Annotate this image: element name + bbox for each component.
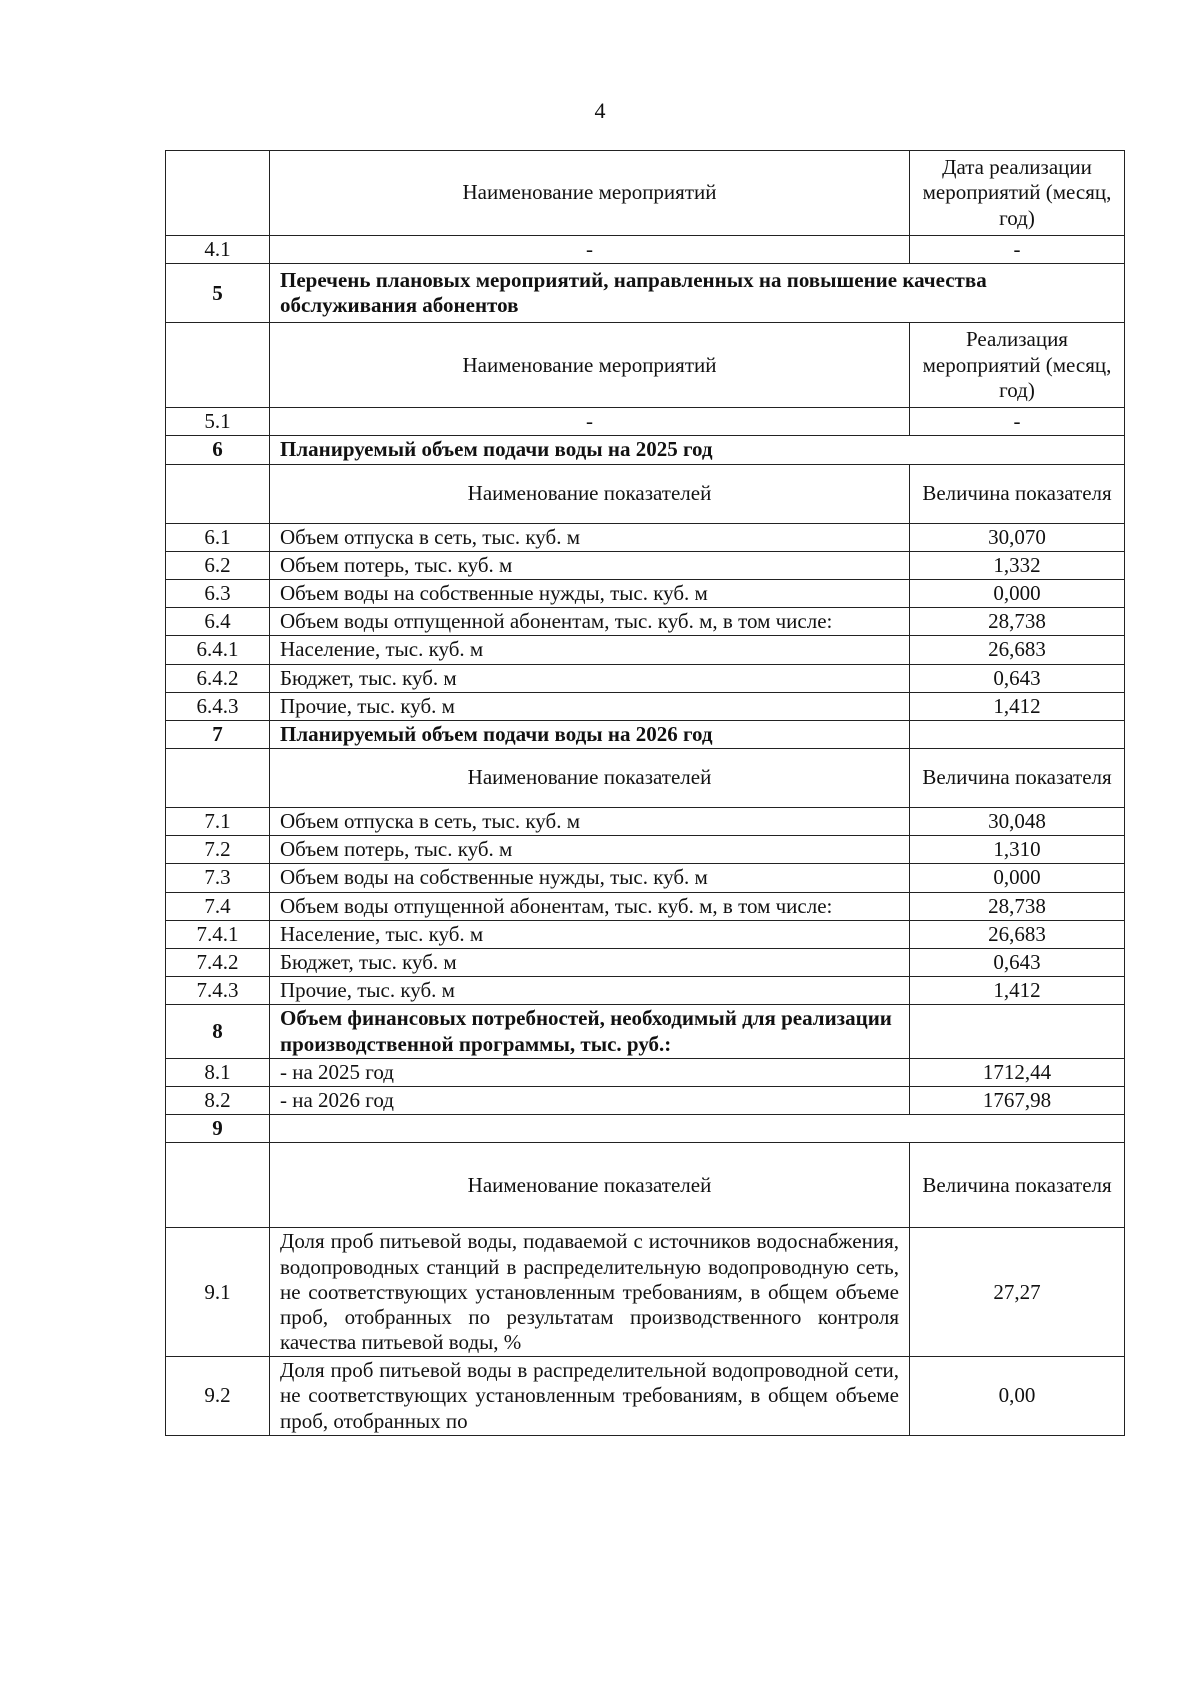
row-number: 7.1: [166, 808, 270, 836]
table-row: [166, 864, 1125, 892]
implementation-header: Реализация мероприятий (месяц, год): [910, 323, 1125, 408]
row-value: -: [910, 408, 1125, 436]
row-value: 0,643: [910, 949, 1125, 977]
empty-cell: [166, 151, 270, 236]
table-row: [166, 892, 1125, 920]
table-row: [166, 920, 1125, 948]
section-title-row: [166, 264, 1125, 323]
row-value: 26,683: [910, 636, 1125, 664]
row-number: 7.4.3: [166, 977, 270, 1005]
table-row: [166, 1058, 1125, 1086]
row-number: 9.1: [166, 1228, 270, 1357]
row-name: Прочие, тыс. куб. м: [270, 692, 910, 720]
row-value: 1,412: [910, 977, 1125, 1005]
section-title-row: [166, 1005, 1125, 1058]
table-row: [166, 692, 1125, 720]
row-name: Бюджет, тыс. куб. м: [270, 949, 910, 977]
row-name: - на 2025 год: [270, 1058, 910, 1086]
table-row: [166, 808, 1125, 836]
empty-cell: [166, 1143, 270, 1228]
row-value: 1,332: [910, 551, 1125, 579]
row-name: -: [270, 236, 910, 264]
table-row: [166, 977, 1125, 1005]
row-number: 7.3: [166, 864, 270, 892]
row-name: Объем воды на собственные нужды, тыс. куб. м: [270, 864, 910, 892]
section-title: Планируемый объем подачи воды на 2026 год: [270, 720, 910, 748]
row-number: 6.2: [166, 551, 270, 579]
indicator-value-header: Величина показателя: [910, 1143, 1125, 1228]
row-name: Доля проб питьевой воды, подаваемой с источников водоснабжения, водопроводных станций в распределительную водопроводную сеть, не соответствующих установленным требованиям, в общем объеме проб, отобранных по результатам производственного контроля качества питьевой воды, %: [270, 1228, 910, 1357]
table-row: [166, 236, 1125, 264]
row-value: 28,738: [910, 892, 1125, 920]
section-title-row: [166, 436, 1125, 464]
section-number: 5: [166, 264, 270, 323]
row-number: 7.4.1: [166, 920, 270, 948]
row-name: Прочие, тыс. куб. м: [270, 977, 910, 1005]
row-value: -: [910, 236, 1125, 264]
row-number: 7.2: [166, 836, 270, 864]
row-value: 0,000: [910, 864, 1125, 892]
row-name: Объем потерь, тыс. куб. м: [270, 551, 910, 579]
row-value: 0,00: [910, 1357, 1125, 1436]
row-number: 7.4.2: [166, 949, 270, 977]
row-number: 6.1: [166, 523, 270, 551]
table-header-row: [166, 464, 1125, 523]
row-number: 6.4.3: [166, 692, 270, 720]
row-value: 26,683: [910, 920, 1125, 948]
table-row: [166, 664, 1125, 692]
program-table: [165, 150, 1125, 1436]
section-title: Перечень плановых мероприятий, направленных на повышение качества обслуживания абонентов: [270, 264, 1125, 323]
indicator-value-header: Величина показателя: [910, 749, 1125, 808]
table-row: [166, 608, 1125, 636]
indicator-value-header: Величина показателя: [910, 464, 1125, 523]
row-name: Бюджет, тыс. куб. м: [270, 664, 910, 692]
implementation-date-header: Дата реализации мероприятий (месяц, год): [910, 151, 1125, 236]
empty-cell: [166, 323, 270, 408]
row-value: 1767,98: [910, 1086, 1125, 1114]
table-header-row: [166, 1143, 1125, 1228]
row-name: Объем потерь, тыс. куб. м: [270, 836, 910, 864]
measures-name-header: Наименование мероприятий: [270, 151, 910, 236]
table-header-row: [166, 323, 1125, 408]
row-value: 1,412: [910, 692, 1125, 720]
row-name: Население, тыс. куб. м: [270, 920, 910, 948]
indicators-name-header: Наименование показателей: [270, 1143, 910, 1228]
row-name: Объем воды отпущенной абонентам, тыс. куб. м, в том числе:: [270, 892, 910, 920]
row-name: Объем воды на собственные нужды, тыс. куб. м: [270, 579, 910, 607]
section-title-row: [166, 720, 1125, 748]
row-number: 6.4: [166, 608, 270, 636]
indicators-name-header: Наименование показателей: [270, 749, 910, 808]
empty-cell: [166, 749, 270, 808]
empty-cell: [166, 464, 270, 523]
row-number: 9.2: [166, 1357, 270, 1436]
row-number: 6.4.2: [166, 664, 270, 692]
row-value: 1712,44: [910, 1058, 1125, 1086]
table-header-row: [166, 749, 1125, 808]
table-row: [166, 949, 1125, 977]
table-header-row: [166, 151, 1125, 236]
row-value: 0,000: [910, 579, 1125, 607]
row-number: 4.1: [166, 236, 270, 264]
table-row: [166, 1086, 1125, 1114]
row-number: 5.1: [166, 408, 270, 436]
row-value: 30,048: [910, 808, 1125, 836]
section-title-row: [166, 1115, 1125, 1143]
section-number: 6: [166, 436, 270, 464]
row-number: 6.4.1: [166, 636, 270, 664]
measures-name-header: Наименование мероприятий: [270, 323, 910, 408]
row-name: Объем воды отпущенной абонентам, тыс. куб. м, в том числе:: [270, 608, 910, 636]
row-value: 28,738: [910, 608, 1125, 636]
table-row: [166, 579, 1125, 607]
section-title: [270, 1115, 1125, 1143]
table-row: [166, 1357, 1125, 1436]
row-value: 27,27: [910, 1228, 1125, 1357]
section-number: 8: [166, 1005, 270, 1058]
table-row: [166, 551, 1125, 579]
row-name: Население, тыс. куб. м: [270, 636, 910, 664]
table-row: [166, 523, 1125, 551]
page-number: 4: [594, 98, 606, 123]
row-number: 8.1: [166, 1058, 270, 1086]
empty-cell: [910, 720, 1125, 748]
row-number: 6.3: [166, 579, 270, 607]
row-number: 7.4: [166, 892, 270, 920]
section-number: 7: [166, 720, 270, 748]
row-name: Объем отпуска в сеть, тыс. куб. м: [270, 808, 910, 836]
section-title: Объем финансовых потребностей, необходимый для реализации производственной программы, тыс. руб.:: [270, 1005, 910, 1058]
empty-cell: [910, 1005, 1125, 1058]
section-title: Планируемый объем подачи воды на 2025 год: [270, 436, 1125, 464]
table-row: [166, 408, 1125, 436]
table-row: [166, 1228, 1125, 1357]
row-number: 8.2: [166, 1086, 270, 1114]
row-value: 1,310: [910, 836, 1125, 864]
section-number: 9: [166, 1115, 270, 1143]
row-name: Объем отпуска в сеть, тыс. куб. м: [270, 523, 910, 551]
row-name: Доля проб питьевой воды в распределительной водопроводной сети, не соответствующих установленным требованиям, в общем объеме проб, отобранных по: [270, 1357, 910, 1436]
row-name: - на 2026 год: [270, 1086, 910, 1114]
row-value: 30,070: [910, 523, 1125, 551]
row-value: 0,643: [910, 664, 1125, 692]
row-name: -: [270, 408, 910, 436]
indicators-name-header: Наименование показателей: [270, 464, 910, 523]
table-row: [166, 636, 1125, 664]
table-row: [166, 836, 1125, 864]
